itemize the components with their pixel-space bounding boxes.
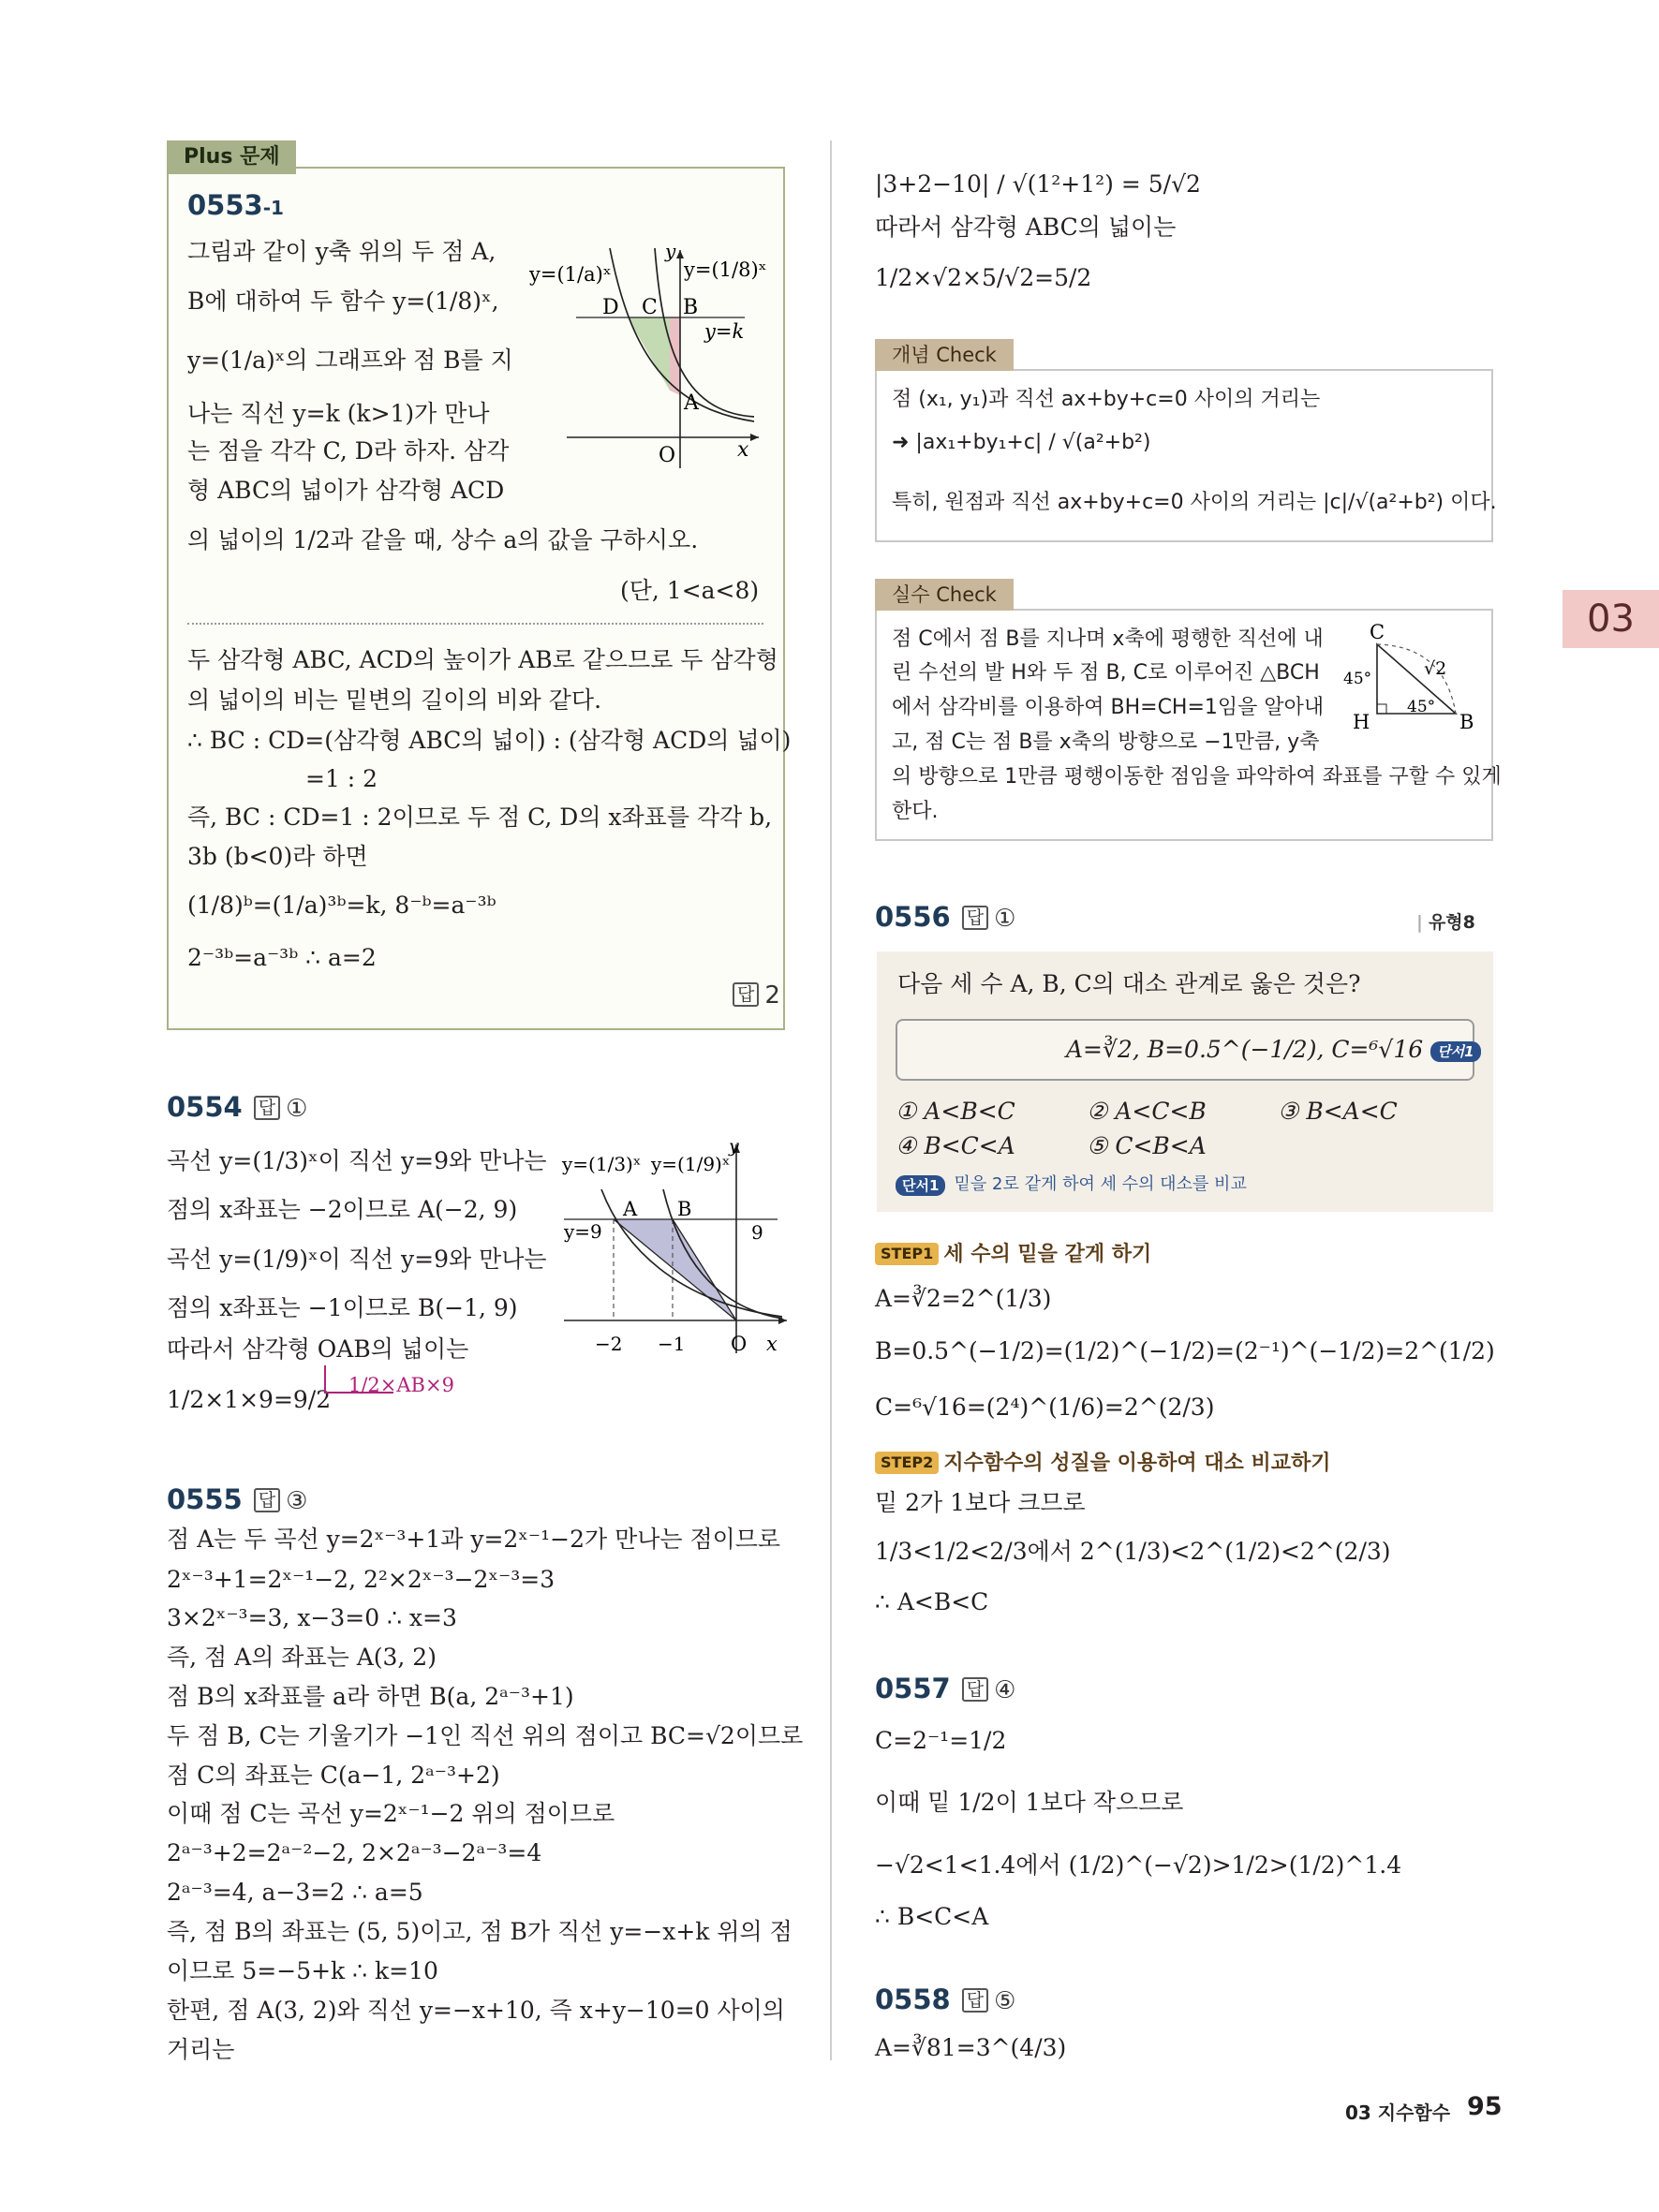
step1-heading: STEP1 세 수의 밑을 같게 하기 [875, 1238, 1151, 1267]
p0556-given: A=∛2, B=0.5^(−1/2), C=⁶√16 단서1 [1066, 1034, 1481, 1066]
sol-line-5: 즉, BC : CD=1 : 2이므로 두 점 C, D의 x좌표를 각각 b, [187, 804, 773, 831]
q-line-6: 형 ABC의 넓이가 삼각형 ACD [187, 477, 505, 504]
sol-line-7: (1/8)ᵇ=(1/a)³ᵇ=k, 8⁻ᵇ=a⁻³ᵇ [187, 892, 496, 919]
sol-line-2: 의 넓이의 비는 밑변의 길이의 비와 같다. [187, 686, 602, 714]
svg-text:B: B [683, 296, 699, 319]
chapter-tab: 03 [1563, 590, 1659, 648]
q-line-2: B에 대하여 두 함수 y=(1/8)ˣ, [187, 288, 499, 315]
concept-line-1: 점 (x₁, y₁)과 직선 ax+by+c=0 사이의 거리는 [892, 388, 1321, 411]
footer-chapter: 03 지수함수 [1345, 2101, 1451, 2124]
svg-text:y=(1/3)ˣ: y=(1/3)ˣ [562, 1153, 642, 1175]
p0555-line-11: 즉, 점 B의 좌표는 (5, 5)이고, 점 B가 직선 y=−x+k 위의 점 [167, 1918, 792, 1945]
p0555-line-7: 점 C의 좌표는 C(a−1, 2ᵃ⁻³+2) [167, 1762, 500, 1789]
sol-line-8: 2⁻³ᵇ=a⁻³ᵇ ∴ a=2 [187, 944, 377, 971]
p0557-line-2: 이때 밑 1/2이 1보다 작으므로 [875, 1789, 1184, 1816]
area-intro-line: 따라서 삼각형 ABC의 넓이는 [875, 214, 1177, 241]
hint-badge: 단서1 [1430, 1041, 1480, 1062]
svg-text:y: y [729, 1136, 739, 1157]
triangle-diagram [1334, 618, 1484, 740]
svg-text:y=(1/9)ˣ: y=(1/9)ˣ [651, 1153, 731, 1175]
p0554-line-4: 점의 x좌표는 −1이므로 B(−1, 9) [167, 1294, 518, 1321]
svg-text:y=9: y=9 [564, 1220, 602, 1243]
choice-1: ① A<B<C [896, 1098, 1015, 1125]
p0554-line-5: 따라서 삼각형 OAB의 넓이는 [167, 1335, 469, 1363]
column-divider [830, 140, 832, 2060]
sol-line-4: =1 : 2 [305, 765, 378, 792]
solution-separator [187, 623, 763, 625]
q-line-4: 나는 직선 y=k (k>1)가 만나 [187, 400, 490, 427]
plus-answer: 답 2 [721, 981, 780, 1010]
p0555-line-9: 2ᵃ⁻³+2=2ᵃ⁻²−2, 2×2ᵃ⁻³−2ᵃ⁻³=4 [167, 1839, 542, 1866]
svg-text:B: B [677, 1198, 692, 1220]
step2-line-1: 밑 2가 1보다 크므로 [875, 1489, 1086, 1516]
svg-text:D: D [602, 296, 619, 319]
problem-number-0557: 0557 답 ④ [875, 1673, 1016, 1704]
step1-line-1: A=∛2=2^(1/3) [875, 1285, 1052, 1312]
concept-line-2: ➜ |ax₁+by₁+c| / √(a²+b²) [892, 431, 1151, 454]
svg-text:45°: 45° [1343, 670, 1372, 688]
problem-number-0556: 0556 답 ① [875, 901, 1016, 933]
p0555-line-8: 이때 점 C는 곡선 y=2ˣ⁻¹−2 위의 점이므로 [167, 1800, 615, 1827]
svg-text:H: H [1353, 711, 1370, 733]
p0554-annotation: 1/2×AB×9 [348, 1374, 454, 1396]
sol-line-6: 3b (b<0)라 하면 [187, 843, 368, 870]
p0555-line-10: 2ᵃ⁻³=4, a−3=2 ∴ a=5 [167, 1879, 423, 1906]
svg-text:45°: 45° [1407, 698, 1436, 716]
problem-number-0555: 0555 답 ③ [167, 1483, 308, 1515]
plus-graph [520, 239, 773, 473]
q-line-7: 의 넓이의 1/2과 같을 때, 상수 a의 값을 구하시오. [187, 526, 699, 553]
svg-text:y: y [665, 240, 676, 262]
mistake-line-2: 린 수선의 발 H와 두 점 B, C로 이루어진 △BCH [892, 661, 1320, 685]
choice-4: ④ B<C<A [896, 1132, 1015, 1159]
svg-text:y=(1/8)ˣ: y=(1/8)ˣ [684, 258, 767, 281]
step2-line-3: ∴ A<B<C [875, 1588, 989, 1615]
svg-text:O: O [731, 1333, 748, 1355]
step2-heading: STEP2 지수함수의 성질을 이용하여 대소 비교하기 [875, 1447, 1331, 1476]
svg-text:√2: √2 [1424, 658, 1447, 679]
step1-line-3: C=⁶√16=(2⁴)^(1/6)=2^(2/3) [875, 1394, 1215, 1421]
area-result-line: 1/2×√2×5/√2=5/2 [875, 264, 1092, 291]
p0555-line-13: 한편, 점 A(3, 2)와 직선 y=−x+10, 즉 x+y−10=0 사이의 [167, 1997, 785, 2024]
problem-number-0558: 0558 답 ⑤ [875, 1983, 1016, 2015]
p0556-hint: 단서1 밑을 2로 같게 하여 세 수의 대소를 비교 [896, 1171, 1247, 1196]
svg-text:x: x [766, 1333, 778, 1355]
mistake-line-3: 에서 삼각비를 이용하여 BH=CH=1임을 알아내 [892, 696, 1325, 719]
p0554-line-6: 1/2×1×9=9/2 [167, 1386, 332, 1413]
svg-text:O: O [659, 444, 676, 467]
svg-text:A: A [623, 1198, 638, 1220]
svg-text:−2: −2 [595, 1333, 623, 1355]
mistake-line-4: 고, 점 C는 점 B를 x축의 방향으로 −1만큼, y축 [892, 730, 1320, 754]
plus-problem-tab: Plus 문제 [167, 140, 296, 174]
p0554-line-3: 곡선 y=(1/9)ˣ이 직선 y=9와 만나는 [167, 1246, 547, 1273]
p0554-line-2: 점의 x좌표는 −2이므로 A(−2, 9) [167, 1196, 518, 1223]
step1-line-2: B=0.5^(−1/2)=(1/2)^(−1/2)=(2⁻¹)^(−1/2)=2^(1/2) [875, 1337, 1495, 1364]
p0555-line-3: 3×2ˣ⁻³=3, x−3=0 ∴ x=3 [167, 1604, 457, 1631]
p0554-graph [553, 1133, 796, 1367]
sol-line-3: ∴ BC : CD=(삼각형 ABC의 넓이) : (삼각형 ACD의 넓이) [187, 727, 792, 754]
mistake-check-tab: 실수 Check [875, 579, 1014, 611]
p0555-line-12: 이므로 5=−5+k ∴ k=10 [167, 1957, 438, 1984]
svg-text:C: C [642, 296, 658, 319]
q-line-3: y=(1/a)ˣ의 그래프와 점 B를 지 [187, 347, 513, 374]
p0556-question: 다음 세 수 A, B, C의 대소 관계로 옳은 것은? [897, 970, 1361, 997]
svg-text:C: C [1370, 621, 1385, 643]
svg-text:x: x [737, 438, 749, 462]
p0557-line-3: −√2<1<1.4에서 (1/2)^(−√2)>1/2>(1/2)^1.4 [875, 1851, 1402, 1879]
choice-3: ③ B<A<C [1278, 1098, 1398, 1125]
p0555-line-1: 점 A는 두 곡선 y=2ˣ⁻³+1과 y=2ˣ⁻¹−2가 만나는 점이므로 [167, 1526, 781, 1553]
concept-check-tab: 개념 Check [875, 339, 1014, 371]
distance-formula-line: |3+2−10| / √(1²+1²) = 5/√2 [875, 170, 1201, 198]
choice-2: ② A<C<B [1087, 1098, 1207, 1125]
svg-text:B: B [1459, 711, 1474, 733]
type-tag: | 유형8 [1416, 912, 1475, 933]
p0557-line-4: ∴ B<C<A [875, 1903, 989, 1930]
problem-number-0553: 0553-1 [187, 189, 284, 221]
p0555-line-4: 즉, 점 A의 좌표는 A(3, 2) [167, 1644, 437, 1671]
mistake-line-5: 의 방향으로 1만큼 평행이동한 점임을 파악하여 좌표를 구할 수 있게 [892, 765, 1502, 789]
choice-5: ⑤ C<B<A [1087, 1132, 1207, 1159]
page-number: 95 [1467, 2092, 1503, 2121]
q-condition: (단, 1<a<8) [620, 577, 760, 604]
p0555-line-5: 점 B의 x좌표를 a라 하면 B(a, 2ᵃ⁻³+1) [167, 1683, 574, 1710]
p0558-line-1: A=∛81=3^(4/3) [875, 2034, 1067, 2061]
q-line-1: 그림과 같이 y축 위의 두 점 A, [187, 238, 496, 265]
svg-text:9: 9 [751, 1221, 763, 1244]
concept-line-3: 특히, 원점과 직선 ax+by+c=0 사이의 거리는 |c|/√(a²+b²) 이다. [892, 491, 1497, 514]
svg-text:A: A [684, 391, 699, 415]
sol-line-1: 두 삼각형 ABC, ACD의 높이가 AB로 같으므로 두 삼각형 [187, 646, 778, 673]
svg-text:y=(1/a)ˣ: y=(1/a)ˣ [529, 263, 612, 286]
p0554-line-1: 곡선 y=(1/3)ˣ이 직선 y=9와 만나는 [167, 1147, 547, 1174]
p0557-line-1: C=2⁻¹=1/2 [875, 1727, 1007, 1754]
svg-text:−1: −1 [658, 1333, 686, 1355]
p0555-line-6: 두 점 B, C는 기울기가 −1인 직선 위의 점이고 BC=√2이므로 [167, 1722, 804, 1749]
svg-text:y=k: y=k [704, 320, 745, 343]
q-line-5: 는 점을 각각 C, D라 하자. 삼각 [187, 437, 510, 465]
mistake-line-1: 점 C에서 점 B를 지나며 x축에 평행한 직선에 내 [892, 627, 1324, 651]
p0555-line-14: 거리는 [167, 2036, 235, 2063]
p0555-line-2: 2ˣ⁻³+1=2ˣ⁻¹−2, 2²×2ˣ⁻³−2ˣ⁻³=3 [167, 1566, 555, 1593]
step2-line-2: 1/3<1/2<2/3에서 2^(1/3)<2^(1/2)<2^(2/3) [875, 1538, 1391, 1565]
problem-number-0554: 0554 답 ① [167, 1091, 308, 1123]
mistake-line-6: 한다. [892, 800, 939, 823]
